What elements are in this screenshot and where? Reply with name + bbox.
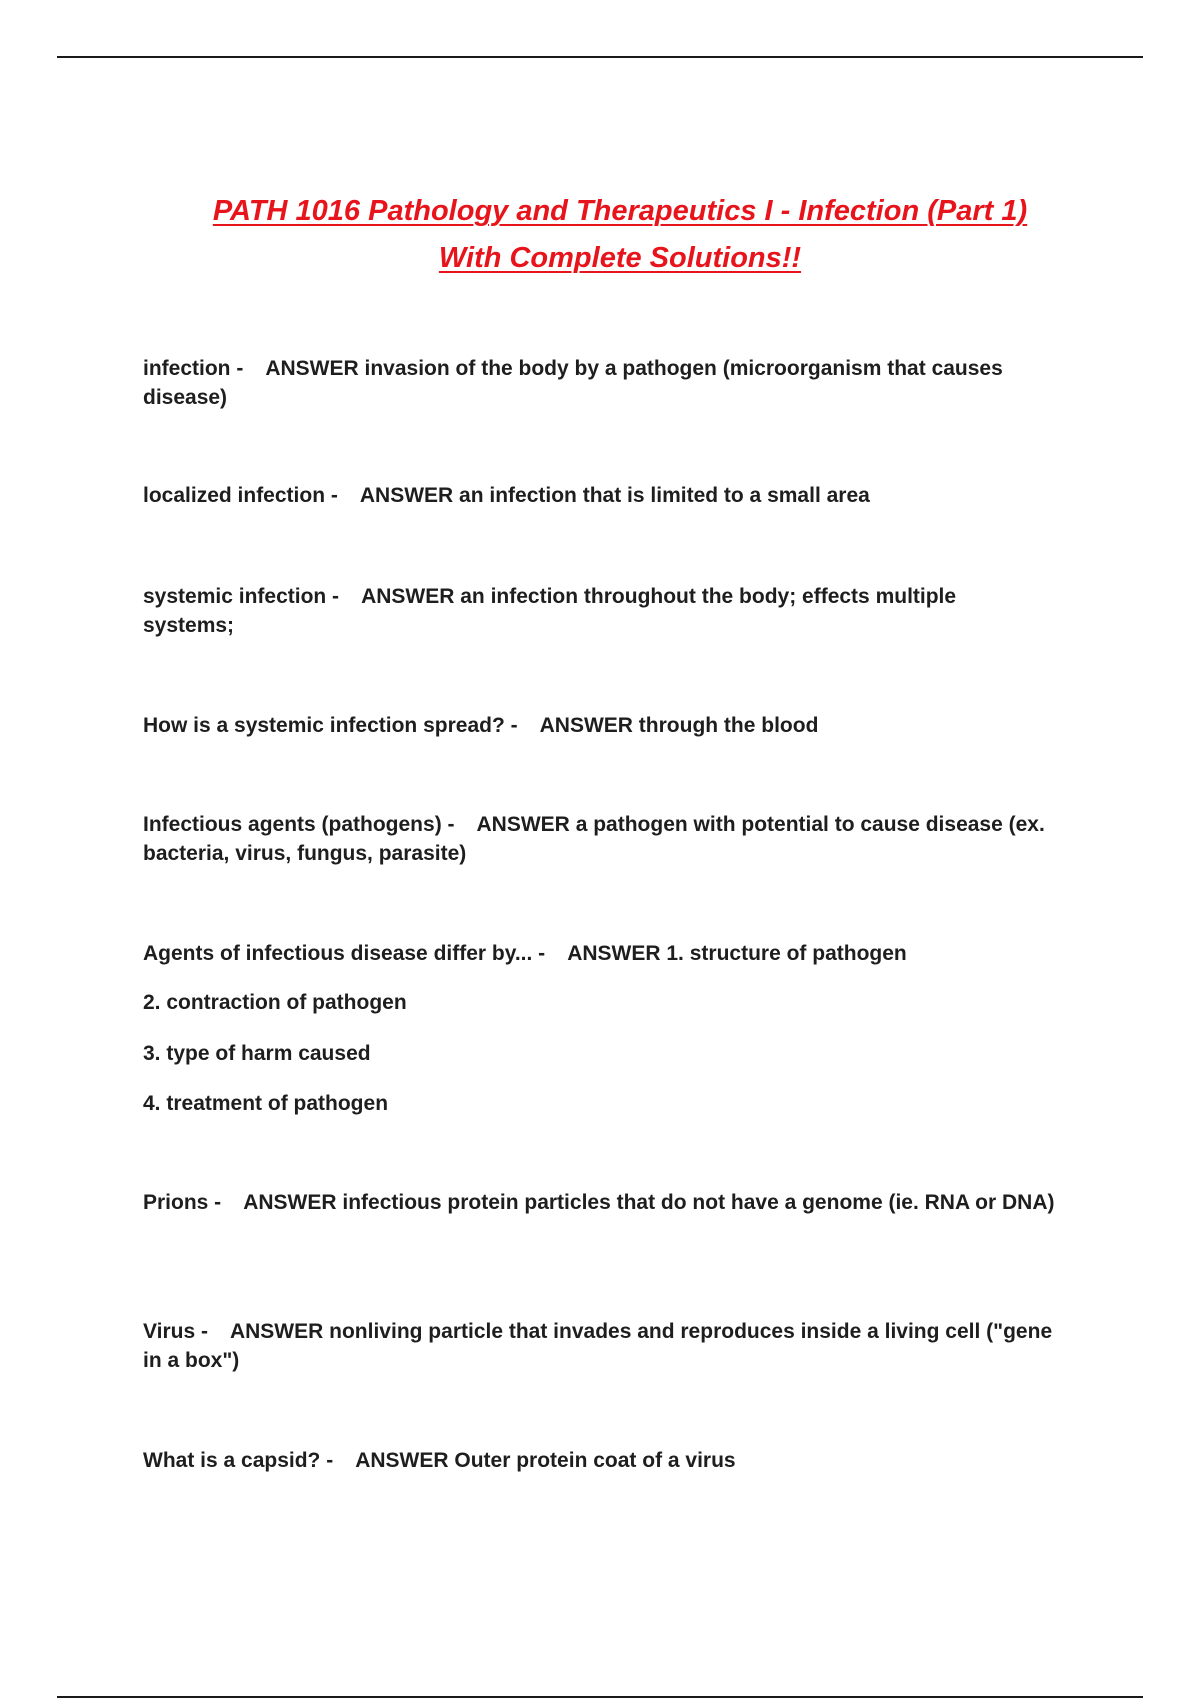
qa-item [143,354,1073,412]
qa-answer: infectious protein particles that do not have a genome (ie. RNA or DNA) [342,1191,1055,1214]
bottom-rule [57,1696,1143,1698]
qa-term: Infectious agents (pathogens) - [143,813,455,836]
qa-term: localized infection - [143,484,338,507]
qa-item [143,1188,1073,1217]
qa-item [143,1317,1063,1375]
document-title [100,188,1140,282]
qa-item [143,1446,1073,1475]
title-line-1: PATH 1016 Pathology and Therapeutics I - Infection (Part 1) [212,195,1028,227]
answer-label: ANSWER [355,1449,449,1472]
top-rule [57,56,1143,58]
list-item: 3. type of harm caused [143,1042,371,1065]
qa-item [143,939,1073,968]
qa-answer: an infection throughout the body; effects multiple systems; [143,585,957,637]
answer-label: ANSWER [265,357,359,380]
qa-answer: through the blood [638,714,819,737]
qa-item [143,810,1088,868]
qa-item [143,582,1023,640]
qa-item [143,711,1073,740]
answer-label: ANSWER [361,585,455,608]
qa-answer: an infection that is limited to a small area [459,484,870,507]
qa-term: systemic infection - [143,585,340,608]
qa-term: How is a systemic infection spread? - [143,714,518,737]
answer-label: ANSWER [539,714,633,737]
answer-label: ANSWER [229,1320,324,1343]
answer-label: ANSWER [476,813,570,836]
answer-label: ANSWER [567,942,661,965]
qa-term: Prions - [143,1191,222,1214]
qa-item [143,481,1073,510]
qa-answer: a pathogen with potential to cause disease (ex. bacteria, virus, fungus, parasite) [143,813,1045,865]
qa-answer: 1. structure of pathogen [666,942,907,965]
qa-term: infection - [143,357,244,380]
qa-answer: nonliving particle that invades and reproduces inside a living cell ("gene in a box") [143,1320,1053,1372]
qa-term: Agents of infectious disease differ by... - [143,942,546,965]
qa-answer: invasion of the body by a pathogen (microorganism that causes disease) [143,357,1003,409]
answer-label: ANSWER [359,484,454,507]
qa-term: What is a capsid? - [143,1449,334,1472]
answer-label: ANSWER [243,1191,337,1214]
qa-answer: Outer protein coat of a virus [454,1449,736,1472]
qa-term: Virus - [143,1320,208,1343]
title-line-2: With Complete Solutions!! [438,242,802,274]
list-item: 2. contraction of pathogen [143,991,407,1014]
list-item: 4. treatment of pathogen [143,1092,389,1115]
